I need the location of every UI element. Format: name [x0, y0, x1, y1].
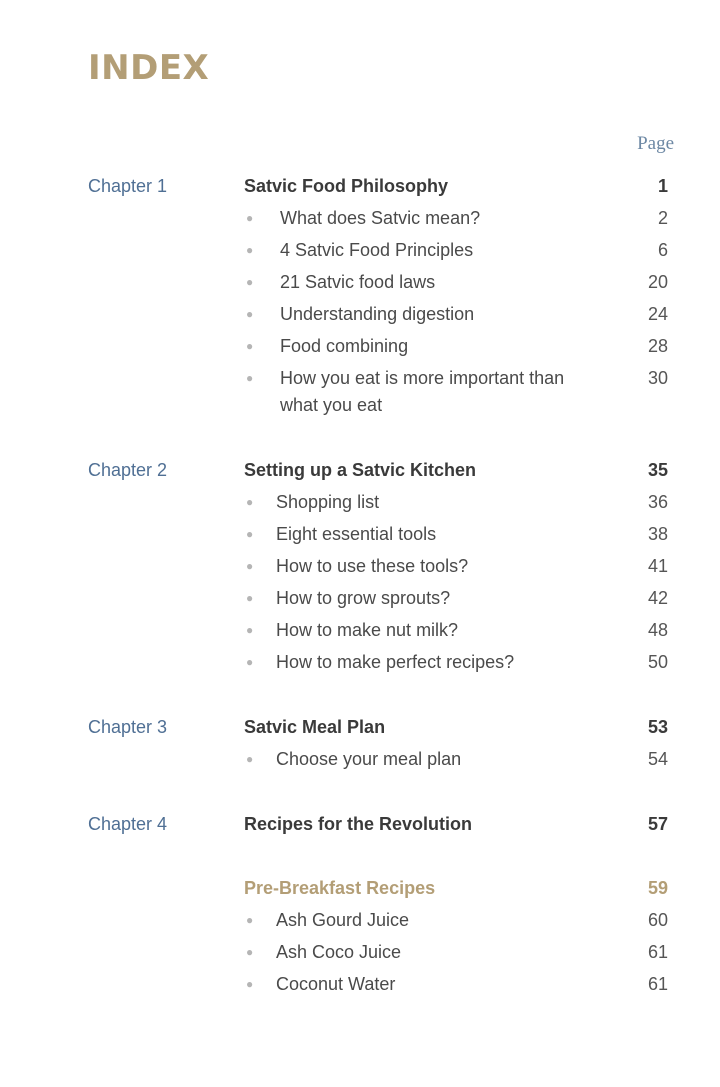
toc-item-page: 38	[647, 524, 668, 544]
toc-item-page: 61	[647, 942, 668, 962]
toc-item-text: How to grow sprouts?	[276, 588, 451, 608]
bullet-icon: ●	[246, 495, 254, 509]
toc-item-text: Eight essential tools	[276, 524, 437, 544]
subsection-page-number: 59	[647, 878, 668, 898]
toc-item[interactable]	[244, 907, 668, 934]
index-title: INDEX	[88, 48, 210, 88]
subsection-heading-row[interactable]	[244, 876, 668, 900]
toc-item-text: How to use these tools?	[276, 556, 469, 576]
chapter-2-heading-row[interactable]	[244, 458, 668, 482]
toc-item-page: 41	[647, 556, 668, 576]
bullet-icon: ●	[246, 559, 254, 573]
chapter-heading-text: Setting up a Satvic Kitchen	[244, 460, 477, 480]
bullet-icon: ●	[246, 307, 254, 321]
bullet-icon: ●	[246, 591, 254, 605]
chapter-page-number: 1	[657, 176, 668, 196]
bullet-icon: ●	[246, 655, 254, 669]
bullet-icon: ●	[246, 623, 254, 637]
toc-item-text: Shopping list	[276, 492, 380, 512]
chapter-1-label: Chapter 1	[88, 176, 168, 196]
toc-item-page: 50	[647, 652, 668, 672]
bullet-icon: ●	[246, 371, 254, 385]
toc-item-page: 60	[647, 910, 668, 930]
toc-item-page: 42	[647, 588, 668, 608]
toc-item[interactable]	[244, 553, 668, 580]
toc-item-text: Understanding digestion	[280, 304, 475, 324]
toc-item[interactable]	[244, 585, 668, 612]
bullet-icon: ●	[246, 527, 254, 541]
toc-item-page: 6	[657, 240, 668, 260]
toc-item[interactable]	[244, 333, 668, 360]
bullet-icon: ●	[246, 913, 254, 927]
chapter-3-label: Chapter 3	[88, 717, 168, 737]
toc-item-page: 20	[647, 272, 668, 292]
toc-item-text: Ash Gourd Juice	[276, 910, 410, 930]
toc-item[interactable]	[244, 489, 668, 516]
chapter-4-heading-row[interactable]	[244, 812, 668, 836]
toc-item-text: 4 Satvic Food Principles	[280, 240, 474, 260]
toc-item[interactable]	[244, 205, 668, 232]
toc-item-text: Ash Coco Juice	[276, 942, 402, 962]
toc-item-text: Choose your meal plan	[276, 749, 462, 769]
bullet-icon: ●	[246, 339, 254, 353]
toc-item-text: How you eat is more important than what you eat	[280, 368, 565, 415]
toc-item[interactable]	[244, 649, 668, 676]
toc-item[interactable]	[244, 269, 668, 296]
toc-item-text: Coconut Water	[276, 974, 396, 994]
bullet-icon: ●	[246, 243, 254, 257]
toc-item-text: How to make perfect recipes?	[276, 652, 515, 672]
toc-item-text: How to make nut milk?	[276, 620, 459, 640]
toc-item-text: Food combining	[280, 336, 409, 356]
toc-item-page: 61	[647, 974, 668, 994]
toc-item-text: What does Satvic mean?	[280, 208, 481, 228]
chapter-page-number: 35	[647, 460, 668, 480]
chapter-heading-text: Satvic Food Philosophy	[244, 176, 449, 196]
chapter-heading-text: Recipes for the Revolution	[244, 814, 473, 834]
toc-item-page: 28	[647, 336, 668, 356]
bullet-icon: ●	[246, 752, 254, 766]
toc-item[interactable]	[244, 301, 668, 328]
bullet-icon: ●	[246, 211, 254, 225]
chapter-2-label: Chapter 2	[88, 460, 168, 480]
chapter-page-number: 53	[647, 717, 668, 737]
chapter-4-label: Chapter 4	[88, 814, 168, 834]
bullet-icon: ●	[246, 945, 254, 959]
toc-item[interactable]	[244, 237, 668, 264]
toc-item[interactable]	[244, 617, 668, 644]
toc-item[interactable]	[244, 939, 668, 966]
chapter-page-number: 57	[647, 814, 668, 834]
chapter-1-heading-row[interactable]	[244, 174, 668, 198]
toc-item-page: 24	[647, 304, 668, 324]
toc-item-page: 30	[647, 368, 668, 388]
toc-item[interactable]	[244, 971, 668, 998]
bullet-icon: ●	[246, 275, 254, 289]
toc-item-page: 48	[647, 620, 668, 640]
chapter-3-heading-row[interactable]	[244, 715, 668, 739]
toc-item-page: 54	[647, 749, 668, 769]
chapter-heading-text: Satvic Meal Plan	[244, 717, 386, 737]
toc-item-text: 21 Satvic food laws	[280, 272, 436, 292]
toc-item[interactable]	[244, 521, 668, 548]
toc-item-page: 2	[657, 208, 668, 228]
toc-item-page: 36	[647, 492, 668, 512]
page-column-header: Page	[637, 133, 674, 154]
subsection-heading-text: Pre-Breakfast Recipes	[244, 878, 436, 898]
bullet-icon: ●	[246, 977, 254, 991]
toc-item[interactable]	[244, 746, 668, 773]
toc-item[interactable]	[244, 365, 668, 419]
